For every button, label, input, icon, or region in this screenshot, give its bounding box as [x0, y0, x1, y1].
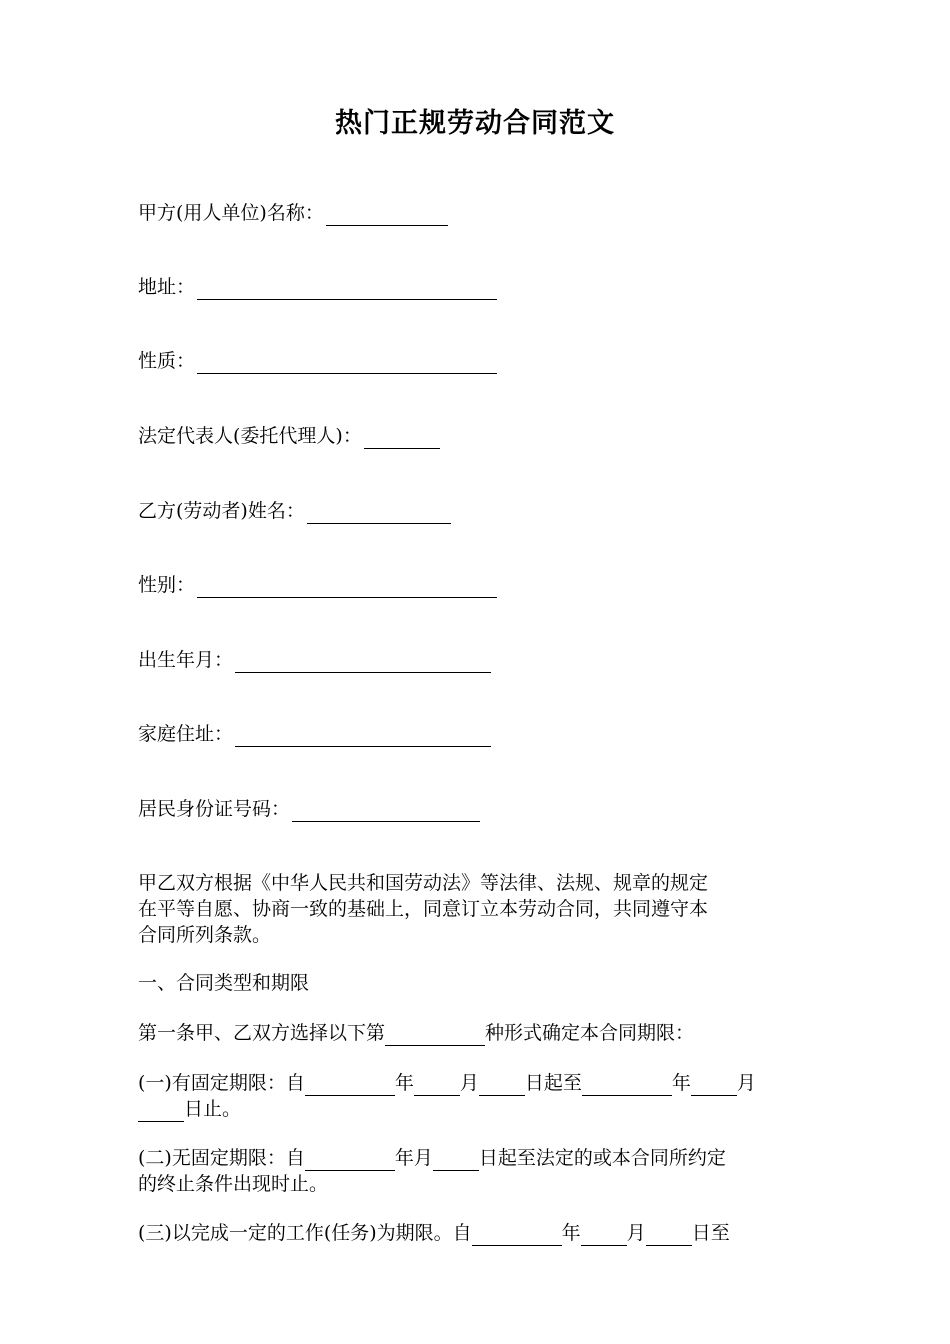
legal-rep-blank[interactable] — [364, 428, 440, 449]
employer-name-field — [138, 200, 448, 226]
article-1-blank[interactable] — [385, 1025, 485, 1046]
employer-name-label: 甲方(用人单位)名称： — [138, 202, 324, 224]
clause-text: 日止。 — [184, 1098, 242, 1120]
preamble-line: 合同所列条款。 — [138, 924, 272, 946]
birth-field — [138, 647, 491, 673]
article-1-text: 种形式确定本合同期限： — [485, 1022, 695, 1044]
home-address-field — [138, 721, 491, 747]
preamble-paragraph — [138, 870, 816, 948]
clause-text: 年 — [671, 1072, 691, 1094]
document-title: 热门正规劳动合同范文 — [335, 108, 615, 139]
year-blank[interactable] — [305, 1075, 395, 1096]
day-blank[interactable] — [433, 1150, 479, 1171]
clause-text: 日起至法定的或本合同所约定 — [478, 1147, 726, 1169]
birth-blank[interactable] — [235, 652, 491, 673]
clause-text: 日至 — [691, 1222, 730, 1244]
nature-blank[interactable] — [197, 353, 497, 374]
clause-text: 月 — [736, 1072, 756, 1094]
address-blank[interactable] — [197, 279, 497, 300]
article-1-text: 第一条甲、乙双方选择以下第 — [138, 1022, 386, 1044]
address-label: 地址： — [138, 276, 196, 298]
legal-rep-label: 法定代表人(委托代理人)： — [138, 425, 362, 447]
clause-text: 月 — [459, 1072, 479, 1094]
day-blank[interactable] — [479, 1075, 525, 1096]
month-blank[interactable] — [581, 1225, 627, 1246]
id-number-blank[interactable] — [292, 801, 480, 822]
clause-text: (三)以完成一定的工作(任务)为期限。自 — [138, 1222, 472, 1244]
year-blank[interactable] — [305, 1150, 395, 1171]
article-1 — [138, 1020, 816, 1046]
year-blank[interactable] — [582, 1075, 672, 1096]
clause-text: 年 — [394, 1072, 414, 1094]
employee-name-blank[interactable] — [307, 503, 451, 524]
clause-text: (一)有固定期限：自 — [138, 1072, 305, 1094]
clause-text: 的终止条件出现时止。 — [138, 1173, 329, 1195]
open-term-clause — [138, 1145, 816, 1197]
home-address-label: 家庭住址： — [138, 723, 234, 745]
day-blank[interactable] — [138, 1101, 184, 1122]
nature-label: 性质： — [138, 350, 196, 372]
nature-field — [138, 348, 497, 374]
preamble-line: 甲乙双方根据《中华人民共和国劳动法》等法律、法规、规章的规定 — [138, 872, 709, 894]
year-blank[interactable] — [472, 1225, 562, 1246]
employee-name-field — [138, 498, 451, 524]
legal-rep-field — [138, 423, 440, 449]
id-number-field — [138, 796, 480, 822]
gender-field — [138, 572, 497, 598]
employer-name-blank[interactable] — [326, 205, 448, 226]
gender-label: 性别： — [138, 574, 196, 596]
section-heading-text: 一、合同类型和期限 — [138, 972, 310, 994]
clause-text: 年 — [561, 1222, 581, 1244]
preamble-line: 在平等自愿、协商一致的基础上，同意订立本劳动合同，共同遵守本 — [138, 898, 709, 920]
birth-label: 出生年月： — [138, 649, 234, 671]
section-heading — [138, 970, 816, 996]
clause-text: 日起至 — [524, 1072, 582, 1094]
day-blank[interactable] — [646, 1225, 692, 1246]
task-term-clause — [138, 1220, 816, 1246]
month-blank[interactable] — [691, 1075, 737, 1096]
fixed-term-clause — [138, 1070, 816, 1122]
clause-text: 月 — [626, 1222, 646, 1244]
home-address-blank[interactable] — [235, 726, 491, 747]
id-number-label: 居民身份证号码： — [138, 798, 291, 820]
clause-text: (二)无固定期限：自 — [138, 1147, 305, 1169]
month-blank[interactable] — [414, 1075, 460, 1096]
clause-text: 年月 — [394, 1147, 433, 1169]
address-field — [138, 274, 497, 300]
employee-name-label: 乙方(劳动者)姓名： — [138, 500, 305, 522]
gender-blank[interactable] — [197, 577, 497, 598]
